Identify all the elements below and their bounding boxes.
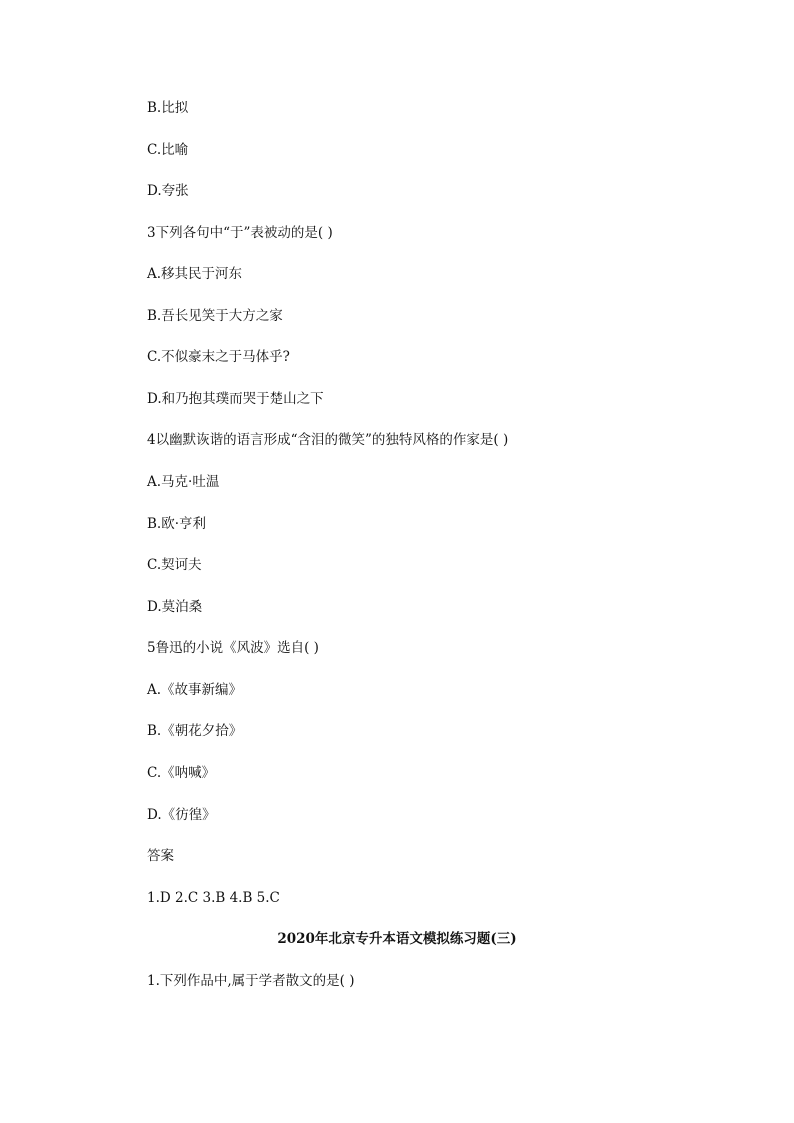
q4-option-c: C.契诃夫 — [147, 557, 202, 573]
answer-heading: 答案 — [147, 848, 174, 864]
q4-question: 4以幽默诙谐的语言形成“含泪的微笑”的独特风格的作家是( ) — [147, 432, 509, 448]
q2-option-c: C.比喻 — [147, 142, 189, 158]
q3-option-b: B.吾长见笑于大方之家 — [147, 308, 283, 324]
q2-option-b: B.比拟 — [147, 100, 189, 116]
q4-option-d: D.莫泊桑 — [147, 599, 203, 615]
q3-option-a: A.移其民于河东 — [147, 266, 243, 282]
q5-question: 5鲁迅的小说《风波》选自( ) — [147, 640, 319, 656]
q5-option-a: A.《故事新编》 — [147, 682, 243, 698]
q5-option-c: C.《呐喊》 — [147, 765, 216, 781]
q4-option-b: B.欧·亨利 — [147, 516, 207, 532]
q3-question: 3下列各句中“于”表被动的是( ) — [147, 225, 333, 241]
q2-option-d: D.夸张 — [147, 183, 189, 199]
q3-option-c: C.不似豪末之于马体乎? — [147, 349, 290, 365]
q3-option-d: D.和乃抱其璞而哭于楚山之下 — [147, 391, 324, 407]
q5-option-d: D.《彷徨》 — [147, 807, 216, 823]
section-title: 2020年北京专升本语文模拟练习题(三) — [277, 931, 517, 947]
q4-option-a: A.马克·吐温 — [147, 474, 220, 490]
answer-list: 1.D 2.C 3.B 4.B 5.C — [147, 890, 280, 906]
next-question-1: 1.下列作品中,属于学者散文的是( ) — [147, 973, 355, 989]
q5-option-b: B.《朝花夕拾》 — [147, 723, 243, 739]
